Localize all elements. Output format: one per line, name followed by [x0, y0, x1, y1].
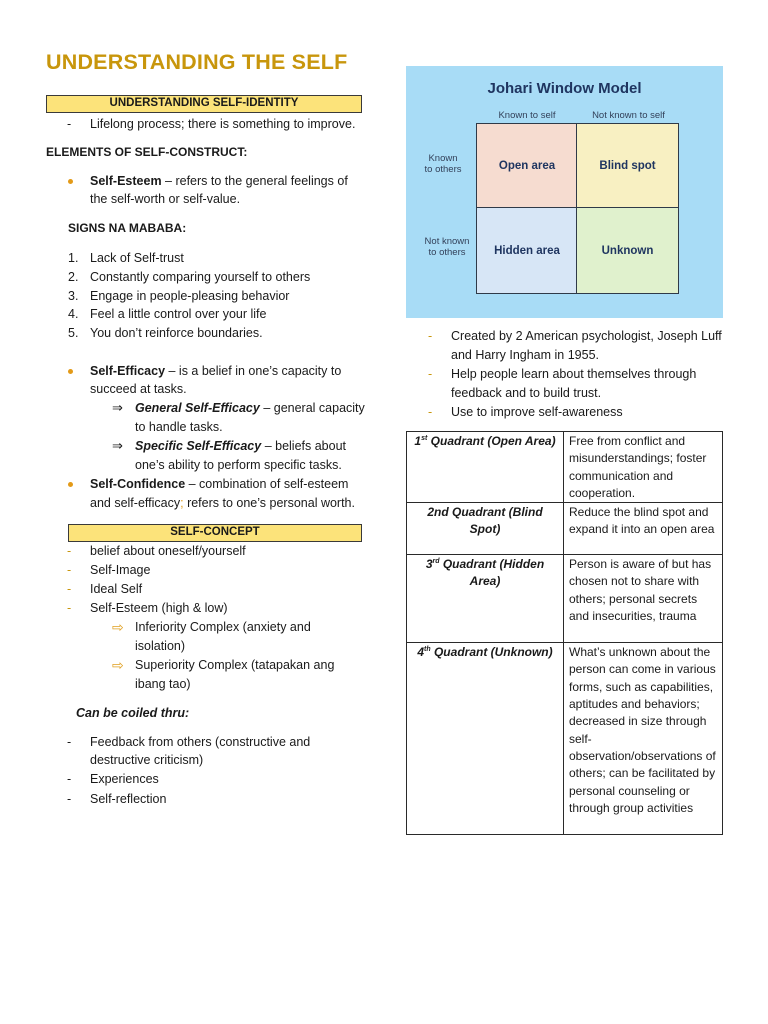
sign-item: You don’t reinforce boundaries. [90, 326, 263, 340]
dash-bullet: - [67, 544, 72, 558]
dash-bullet: - [67, 735, 72, 749]
signs-heading: SIGNS NA MABABA: [68, 221, 187, 235]
self-confidence-def-2b: refers to one’s personal worth. [183, 496, 355, 510]
implies-arrow-icon: ⇨ [112, 619, 124, 635]
coiled-item-1-line-1: Feedback from others (constructive and [90, 735, 311, 749]
johari-window-figure [406, 66, 723, 318]
sign-item: Lack of Self-trust [90, 251, 184, 265]
johari-note-3: Use to improve self-awareness [451, 405, 623, 419]
self-efficacy-term: Self-Efficacy [90, 364, 166, 378]
coiled-heading: Can be coiled thru: [76, 706, 190, 720]
general-efficacy-term: General Self-Efficacy [135, 401, 260, 415]
self-confidence-line-2 [90, 494, 355, 512]
quadrant-label [407, 432, 564, 503]
inferiority-line-2: isolation) [135, 639, 186, 653]
quadrant-description: Person is aware of but has chosen not to share with others; personal secrets and insecurities, trauma [564, 555, 723, 643]
specific-efficacy-def-1: – beliefs about [261, 439, 347, 453]
open-area-cell: Open area [476, 123, 578, 209]
page-title: UNDERSTANDING THE SELF [46, 50, 348, 74]
dash-bullet: - [67, 117, 72, 131]
johari-note-2-line-2: feedback and to build trust. [451, 386, 602, 400]
self-esteem-def-2: the self-worth or self-value. [90, 192, 241, 206]
dash-bullet: - [67, 582, 72, 596]
inferiority-line-1: Inferiority Complex (anxiety and [135, 620, 311, 634]
quadrant-label [407, 555, 564, 643]
q4-sup: th [424, 646, 431, 654]
dash-bullet: - [67, 792, 72, 806]
quadrant-label [407, 643, 564, 835]
table-row [407, 432, 723, 503]
coiled-item-1-line-2: destructive criticism) [90, 753, 204, 767]
superiority-line-2: ibang tao) [135, 677, 191, 691]
table-row [407, 555, 723, 643]
coiled-item-2: Experiences [90, 772, 159, 786]
elements-heading: ELEMENTS OF SELF-CONSTRUCT: [46, 145, 248, 159]
hidden-area-cell: Hidden area [476, 207, 578, 294]
specific-efficacy-line-1 [135, 437, 346, 455]
q3-rest: Quadrant (Hidden Area) [439, 557, 545, 589]
semicolon-highlight: ; [180, 496, 184, 510]
unknown-cell: Unknown [576, 207, 679, 294]
superiority-line-1: Superiority Complex (tatapakan ang [135, 658, 335, 672]
col-label-known: Known to self [498, 110, 556, 121]
concept-item: Self-Esteem (high & low) [90, 601, 228, 615]
q1-num: 1 [414, 434, 422, 448]
list-number: 4. [68, 307, 79, 321]
list-number: 1. [68, 251, 79, 265]
coiled-item-3: Self-reflection [90, 792, 167, 806]
self-confidence-line-1 [90, 475, 348, 493]
johari-note-1-line-2: and Harry Ingham in 1955. [451, 348, 600, 362]
quadrant-table [406, 431, 723, 835]
self-confidence-def-1: – combination of self-esteem [185, 477, 349, 491]
implies-arrow-icon: ⇒ [112, 438, 123, 453]
section-header-self-concept: SELF-CONCEPT [68, 524, 362, 542]
quadrant-label: 2nd Quadrant (Blind Spot) [407, 503, 564, 555]
list-number: 3. [68, 289, 79, 303]
general-efficacy-line-1 [135, 399, 365, 417]
dash-bullet: - [67, 563, 72, 577]
implies-arrow-icon: ⇨ [112, 657, 124, 673]
self-identity-item: Lifelong process; there is something to improve. [90, 117, 356, 131]
q1-sup: st [421, 435, 428, 442]
concept-item: Ideal Self [90, 582, 143, 596]
q3-num: 3 [425, 557, 433, 572]
col-label-not-known: Not known to self [592, 110, 665, 121]
q3-sup: rd [432, 558, 440, 566]
dash-bullet: - [428, 405, 433, 419]
sign-item: Engage in people-pleasing behavior [90, 289, 290, 303]
sign-item: Constantly comparing yourself to others [90, 270, 311, 284]
q1-rest: Quadrant (Open Area) [427, 434, 556, 448]
row-label-not-known [412, 236, 482, 258]
self-esteem-line-1 [90, 172, 348, 190]
row-label-known-1: Known [428, 153, 458, 164]
dash-bullet: - [67, 601, 72, 615]
self-efficacy-line-1 [90, 362, 341, 380]
table-row [407, 643, 723, 835]
self-efficacy-def-2: succeed at tasks. [90, 382, 187, 396]
bullet-dot [68, 369, 73, 374]
dash-bullet: - [67, 772, 72, 786]
bullet-dot [68, 179, 73, 184]
johari-note-2-line-1: Help people learn about themselves through [451, 367, 697, 381]
section-header-self-identity: UNDERSTANDING SELF-IDENTITY [46, 95, 362, 113]
johari-note-1-line-1: Created by 2 American psychologist, Joseph Luff [451, 329, 722, 343]
general-efficacy-def-1: – general capacity [259, 401, 365, 415]
quadrant-description: Reduce the blind spot and expand it into an open area [564, 503, 723, 555]
self-esteem-term: Self-Esteem [90, 174, 162, 188]
q4-rest: Quadrant (Unknown) [430, 645, 553, 660]
concept-item: Self-Image [90, 563, 151, 577]
row-label-not-known-2: to others [428, 247, 466, 258]
row-label-known [412, 153, 474, 175]
dash-bullet: - [428, 367, 433, 381]
row-label-known-2: to others [424, 164, 462, 175]
list-number: 2. [68, 270, 79, 284]
self-efficacy-def-1: – is a belief in one’s capacity to [165, 364, 342, 378]
q4-num: 4 [417, 645, 425, 660]
self-confidence-def-2a: and self-efficacy [90, 496, 181, 510]
row-label-not-known-1: Not known [424, 236, 470, 247]
self-confidence-term: Self-Confidence [90, 477, 186, 491]
list-number: 5. [68, 326, 79, 340]
johari-title: Johari Window Model [487, 80, 642, 97]
specific-efficacy-term: Specific Self-Efficacy [135, 439, 262, 453]
sign-item: Feel a little control over your life [90, 307, 267, 321]
implies-arrow-icon: ⇒ [112, 400, 123, 415]
concept-item: belief about oneself/yourself [90, 544, 246, 558]
quadrant-description: What’s unknown about the person can come in various forms, such as capabilities, aptitudes and behaviors; decreased in size through self-observation/observations of others; can be facilitated by personal counseling or through group activities [564, 643, 723, 835]
blind-spot-cell: Blind spot [576, 123, 679, 209]
self-esteem-def-1: – refers to the general feelings of [161, 174, 348, 188]
table-row [407, 503, 723, 555]
dash-bullet: - [428, 329, 433, 343]
general-efficacy-def-2: to handle tasks. [135, 420, 223, 434]
specific-efficacy-def-2: one’s ability to perform specific tasks. [135, 458, 342, 472]
bullet-dot [68, 482, 73, 487]
quadrant-description: Free from conflict and misunderstandings; foster communication and cooperation. [564, 432, 723, 503]
